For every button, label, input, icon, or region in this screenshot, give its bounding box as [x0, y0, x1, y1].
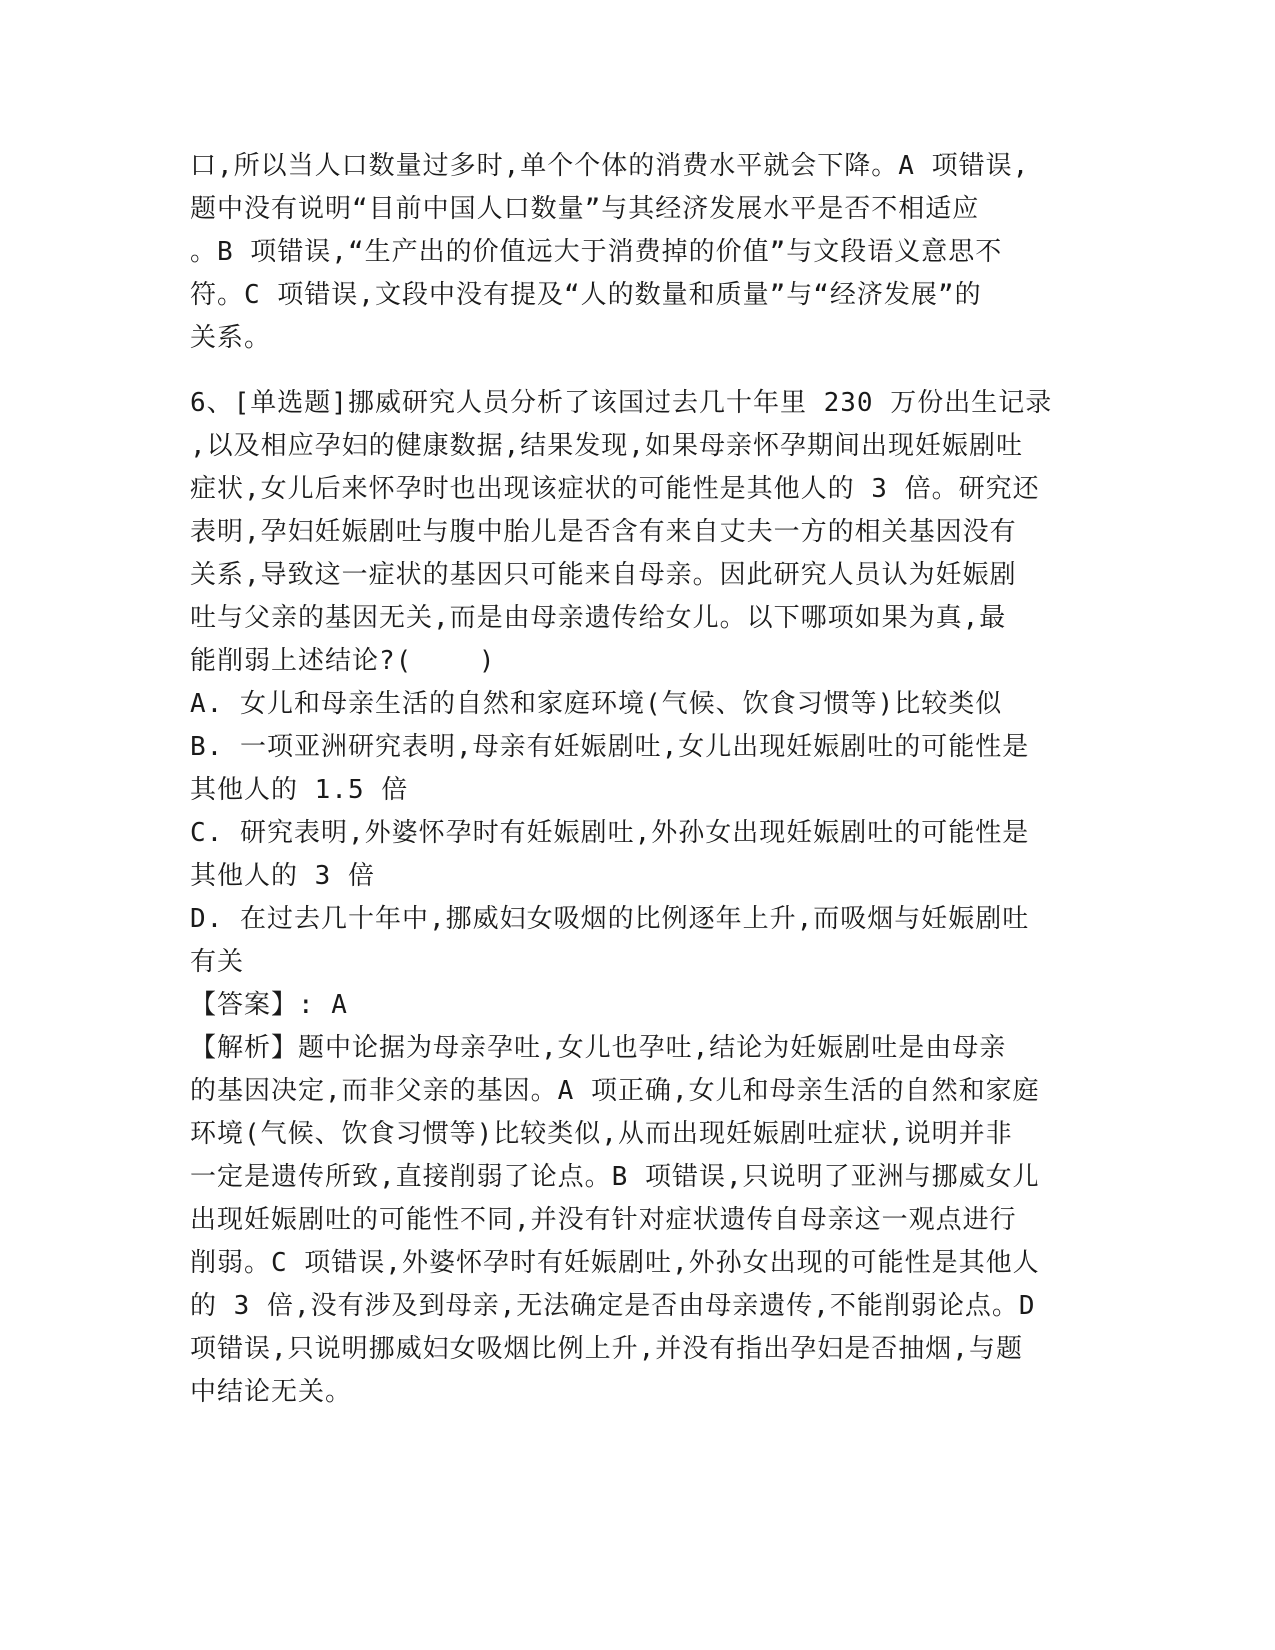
- text-line: 能削弱上述结论?( ): [190, 646, 496, 676]
- option-d-cont: 有关: [190, 947, 245, 977]
- previous-analysis: [190, 145, 1090, 360]
- text-line: 的基因决定,而非父亲的基因。A 项正确,女儿和母亲生活的自然和家庭: [190, 1076, 1040, 1106]
- text-line: 符。C 项错误,文段中没有提及“人的数量和质量”与“经济发展”的: [190, 280, 982, 310]
- text-line: 症状,女儿后来怀孕时也出现该症状的可能性是其他人的 3 倍。研究还: [190, 474, 1040, 504]
- text-line: 的 3 倍,没有涉及到母亲,无法确定是否由母亲遗传,不能削弱论点。D: [190, 1291, 1036, 1321]
- text-line: 项错误,只说明挪威妇女吸烟比例上升,并没有指出孕妇是否抽烟,与题: [190, 1334, 1023, 1364]
- question-options: [190, 683, 1090, 984]
- text-line: 一定是遗传所致,直接削弱了论点。B 项错误,只说明了亚洲与挪威女儿: [190, 1162, 1040, 1192]
- text-line: 削弱。C 项错误,外婆怀孕时有妊娠剧吐,外孙女出现的可能性是其他人: [190, 1248, 1040, 1278]
- text-line: ,以及相应孕妇的健康数据,结果发现,如果母亲怀孕期间出现妊娠剧吐: [190, 431, 1023, 461]
- option-d: D. 在过去几十年中,挪威妇女吸烟的比例逐年上升,而吸烟与妊娠剧吐: [190, 904, 1030, 934]
- question-6: [190, 382, 1090, 1414]
- text-line: 关系,导致这一症状的基因只可能来自母亲。因此研究人员认为妊娠剧: [190, 560, 1017, 590]
- text-line: 口,所以当人口数量过多时,单个个体的消费水平就会下降。A 项错误,: [190, 151, 1030, 181]
- text-line: 【解析】题中论据为母亲孕吐,女儿也孕吐,结论为妊娠剧吐是由母亲: [190, 1033, 1007, 1063]
- text-line: 出现妊娠剧吐的可能性不同,并没有针对症状遗传自母亲这一观点进行: [190, 1205, 1017, 1235]
- analysis: [190, 1027, 1090, 1414]
- text-line: 题中没有说明“目前中国人口数量”与其经济发展水平是否不相适应: [190, 194, 980, 224]
- option-c-cont: 其他人的 3 倍: [190, 861, 375, 891]
- option-b-cont: 其他人的 1.5 倍: [190, 775, 409, 805]
- question-stem: [190, 382, 1090, 683]
- spacer: [190, 360, 1090, 382]
- text-line: 吐与父亲的基因无关,而是由母亲遗传给女儿。以下哪项如果为真,最: [190, 603, 1007, 633]
- answer-line: 【答案】: A: [190, 990, 348, 1020]
- text-line: 表明,孕妇妊娠剧吐与腹中胎儿是否含有来自丈夫一方的相关基因没有: [190, 517, 1017, 547]
- text-line: 6、[单选题]挪威研究人员分析了该国过去几十年里 230 万份出生记录: [190, 388, 1053, 418]
- text-line: 关系。: [190, 323, 272, 353]
- text-line: 。B 项错误,“生产出的价值远大于消费掉的价值”与文段语义意思不: [190, 237, 1003, 267]
- text-line: 中结论无关。: [190, 1377, 353, 1407]
- document-page: [190, 145, 1090, 1414]
- text-line: 环境(气候、饮食习惯等)比较类似,从而出现妊娠剧吐症状,说明并非: [190, 1119, 1013, 1149]
- option-a: A. 女儿和母亲生活的自然和家庭环境(气候、饮食习惯等)比较类似: [190, 689, 1003, 719]
- option-b: B. 一项亚洲研究表明,母亲有妊娠剧吐,女儿出现妊娠剧吐的可能性是: [190, 732, 1030, 762]
- option-c: C. 研究表明,外婆怀孕时有妊娠剧吐,外孙女出现妊娠剧吐的可能性是: [190, 818, 1030, 848]
